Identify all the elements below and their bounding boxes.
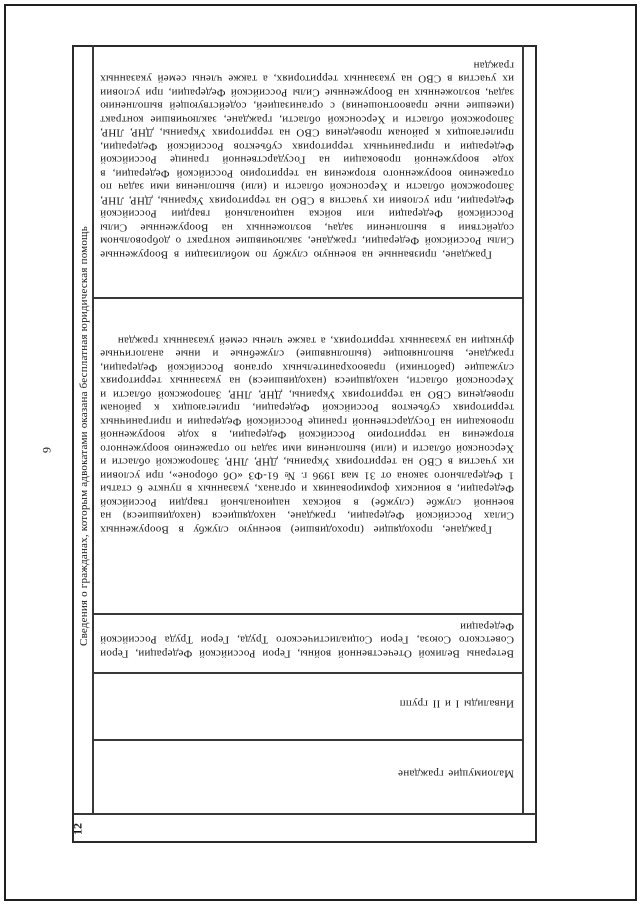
table-row (93, 613, 523, 672)
column-header-vertical-text: Сведения о гражданах, которым адвокатами оказана бесплатная юридическая помощь (78, 226, 90, 646)
page-number-margin: 9 (39, 447, 54, 453)
table-row (93, 672, 523, 739)
column-number-cell: 12 (70, 823, 85, 835)
cell-text-low-income-citizens: Малоимущие граждане (397, 767, 514, 780)
table-gridline-number-band (74, 813, 536, 815)
cell-text-military-service-citizens: Граждане, проходящие (проходившие) военную службу в Вооруженных Силах Российской Федерации, граждане, находящиеся (находившиеся) на военной службе (службе) в войсках национальной гвардии Российской Федерации, в воинских формированиях и органах, указанных в пункте 6 статьи 1 Федерального закона от 31 мая 1996 г. № 61-ФЗ «Об обороне», при условии их участия в СВО на территориях Украины, ДНР, ЛНР, Запорожской области и Херсонской области и (или) выполнения ими задач по отражению вооруженного вторжения на территорию Российской Федерации, в ходе вооруженной провокации на Государственной границе Российской Федерации и приграничных территориях субъектов Российской Федерации, прилегающих к районам проведения СВО на территориях Украины, ДНР, ЛНР, Запорожской области и Херсонской области, находящиеся (находившиеся) на указанных территориях служащие (работники) правоохранительных органов Российской Федерации, граждане, выполняющие (выполнявшие) служебные и иные аналогичные функции на указанных территориях, а также члены семей указанных граждан (100, 334, 514, 536)
cell-text-mobilized-citizens: Граждане, призванные на военную службу по мобилизации в Вооруженные Силы Российской Федерации, граждане, заключившие контракт о добровольном содействии в выполнении задач, возложенных на Вооруженные Силы Российской Федерации или войска национальной гвардии Российской Федерации, при условии их участия в СВО на территориях Украины, ДНР, ЛНР, Запорожской области и Херсонской области и (или) выполнения ими задач по отражению вооруженного вторжения на территорию Российской Федерации, в ходе вооруженной провокации на Государственной границе Российской Федерации и приграничных территориях субъектов Российской Федерации, прилегающих к районам проведения СВО на территориях Украины, ДНР, ЛНР, Запорожской области и Херсонской области, граждане, заключившие контракт (имевшие иные правоотношения) с организацией, содействующей выполнению задач, возложенных на Вооруженные Силы Российской Федерации, при условии их участия в СВО на указанных территориях, а также члены семей указанных граждан (100, 59, 514, 261)
table-row (93, 45, 523, 297)
table-row (93, 297, 523, 613)
cell-text-disabled-groups: Инвалиды I и II групп (399, 697, 514, 710)
cell-text-veterans-heroes: Ветераны Великой Отечественной войны, Герои Российской Федерации, Герои Советского Союза, Герои Социалистического Труда, Герои Труда Российской Федерации (100, 620, 514, 660)
table-row (93, 739, 523, 812)
